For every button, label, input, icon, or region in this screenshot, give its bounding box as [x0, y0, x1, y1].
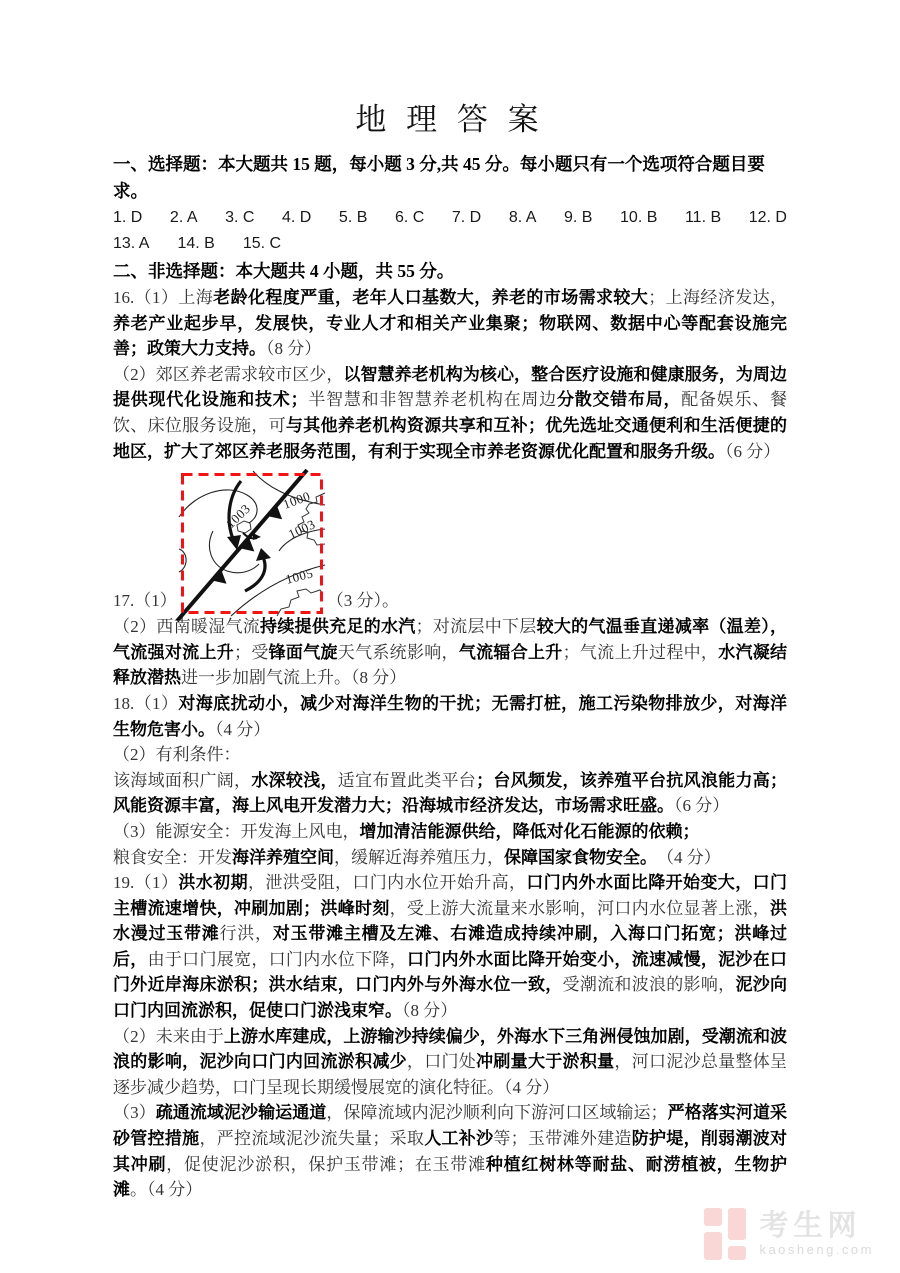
- choice-answer: 3. C: [225, 209, 255, 226]
- answer-text-segment: （2）郊区养老需求较市区少，: [113, 364, 344, 384]
- kaosheng-watermark: [704, 1208, 874, 1260]
- page-title: 地 理 答 案: [355, 102, 545, 137]
- answer-text-segment: 半智慧和非智慧养老机构在周边: [307, 390, 557, 410]
- answer-text-segment: 严格落实河道采砂管控措施: [113, 1103, 788, 1149]
- choice-answer: 4. D: [282, 209, 312, 226]
- watermark-site-name: 考生网: [759, 1210, 862, 1242]
- answer-text-segment: 气流辐合上升: [458, 642, 563, 662]
- choice-answer: 2. A: [169, 209, 198, 226]
- answer-17-1-prefix: 17.（1）: [113, 591, 177, 611]
- choice-answer: 6. C: [394, 209, 425, 226]
- answer-text-segment: （8 分）: [266, 339, 322, 359]
- isobar-label-1003-left: 1003: [222, 501, 253, 532]
- answer-text-segment: （8 分）: [402, 1001, 458, 1021]
- answer-text-segment: ，严控流域泥沙流失量；采取: [199, 1129, 425, 1149]
- answer-text-segment: （6 分）: [674, 796, 730, 816]
- isobar-label-1005: 1005: [283, 565, 315, 588]
- answer-text-segment: 进一步加剧气流上升。（8 分）: [181, 668, 407, 688]
- section1-heading: 一、选择题：本大题共 15 题，每小题 3 分,共 45 分。每小题只有一个选项符合题目要求。: [113, 154, 765, 201]
- answer-text-segment: 水深较浅，: [251, 770, 338, 790]
- answer-text-segment: ，河口泥沙总量整体呈逐步减少趋势，口门呈现长期缓慢展宽的演化特征。（4 分）: [113, 1052, 788, 1097]
- answer-text-segment: 受潮流和波浪的影响，: [562, 975, 736, 995]
- answer-text-segment: ；上海经济发达，: [648, 288, 788, 307]
- kaosheng-watermark-text: [759, 1211, 874, 1257]
- answer-text-segment: 冲刷量大于淤积量: [476, 1052, 615, 1072]
- answer-text-segment: 分散交错布局，: [556, 390, 682, 410]
- answer-text-segment: 泥沙向口门内回流淤积，促使口门淤浅束窄。: [113, 975, 788, 1021]
- choice-answer: 10. B: [620, 209, 658, 226]
- answer-19-2: [113, 1024, 787, 1101]
- choice-answer: 1. D: [113, 209, 143, 226]
- choice-answer: 11. B: [684, 209, 722, 226]
- answer-text-segment: 洪水漫过玉带滩: [113, 898, 788, 944]
- answer-text-segment: （4 分）: [215, 719, 271, 739]
- choice-answer: 15. C: [242, 235, 282, 252]
- answer-text-segment: 锋面气旋: [268, 642, 338, 662]
- answer-text-segment: 防护堤，削弱潮波对其冲刷: [113, 1129, 788, 1174]
- answer-text-segment: 。（4 分）: [130, 1180, 203, 1200]
- answer-text-segment: 增加清洁能源供给，降低对化石能源的依赖；: [359, 821, 700, 841]
- answer-text-segment: ，受上游大流量来水影响，河口内水位显著上涨，: [389, 898, 771, 918]
- answer-text-segment: 粮食安全：开发: [113, 847, 232, 867]
- answer-text-segment: 配备娱乐、餐饮、床位服务设施，可: [113, 390, 788, 435]
- answer-text-segment: 口门内外水面比降开始变大，口门主槽流速增快，冲刷加剧；洪峰时刻: [113, 873, 788, 918]
- answer-text-segment: （6 分）: [725, 441, 781, 461]
- answer-text-segment: 养老产业起步早，发展快，专业人才和相关产业集聚；物联网、数据中心等配套设施完善；政策大力支持。: [113, 313, 787, 359]
- choice-answers-line1: [113, 205, 787, 231]
- answer-text-segment: 较大的气温垂直递减率（温差），气流强对流上升: [113, 617, 788, 662]
- answer-text-segment: （3）: [113, 1103, 156, 1123]
- choice-answer: 8. A: [508, 209, 537, 226]
- answer-text-segment: ；气流上升过程中，: [562, 642, 719, 662]
- answer-text-segment: 种植红树林等耐盐、耐涝植被，生物护滩: [113, 1154, 788, 1200]
- choice-answer: 7. D: [451, 209, 482, 226]
- answer-text-segment: 以智慧养老机构为核心，整合医疗设施和健康服务，为周边提供现代化设施和技术；: [113, 364, 788, 410]
- kaosheng-logo-icon: [704, 1208, 746, 1260]
- answer-text-segment: 人工补沙: [424, 1129, 494, 1149]
- answer-text-segment: 该海域面积广阔，: [113, 770, 252, 790]
- answer-text-segment: 适宜布置此类平台: [337, 770, 477, 790]
- answer-text-segment: （2）未来由于: [113, 1026, 224, 1046]
- answer-text-segment: （4 分）: [648, 847, 721, 867]
- answer-18-3-energy: [113, 819, 787, 845]
- answer-text-segment: ，促使泥沙淤积，保护玉带滩；在玉带滩: [166, 1154, 486, 1174]
- answer-text-segment: 口门内外水面比降开始变小，流速减慢，泥沙在口门外近岸海床淤积；洪水结束，口门内外与外海水位一致，: [113, 949, 788, 995]
- answer-text-segment: 对玉带滩主槽及左滩、右滩造成持续冲刷，入海口门拓宽；洪峰过后，: [113, 924, 788, 969]
- answer-18-3-food: [113, 845, 787, 871]
- answer-text-segment: 对海底扰动小，减少对海洋生物的干扰；无需打桩，施工污染物排放少，对海洋生物危害小。: [113, 693, 788, 739]
- choice-answer: 5. B: [338, 209, 368, 226]
- choice-answer: 9. B: [563, 209, 593, 226]
- answer-text-segment: ，泄洪受阻，口门内水位开始升高，: [247, 873, 527, 893]
- answer-text-segment: 16.（1）上海: [113, 288, 214, 307]
- weather-map-figure: [181, 473, 323, 614]
- answer-text-segment: ，缓解近海养殖压力，: [334, 847, 504, 867]
- answer-text-segment: 天气系统影响，: [337, 642, 459, 662]
- answer-text-segment: （3）能源安全：开发海上风电，: [113, 821, 360, 841]
- answer-text-segment: ；台风频发，该养殖平台抗风浪能力高；风能资源丰富，海上风电开发潜力大；沿海城市经济发达，市场需求旺盛。: [113, 770, 788, 816]
- section2-heading: 二、非选择题：本大题共 4 小题，共 55 分。: [113, 261, 455, 281]
- answer-18-2-intro: [113, 742, 787, 768]
- watermark-site-domain: kaosheng.com: [759, 1242, 874, 1257]
- answer-text-segment: 老龄化程度严重，老年人口基数大，养老的市场需求较大: [213, 288, 649, 307]
- answer-16-1: [113, 285, 787, 362]
- answer-text-segment: ；对流层中下层: [415, 617, 537, 637]
- answer-text-segment: 上游水库建成，上游输沙持续偏少，外海水下三角洲侵蚀加剧，受潮流和波浪的影响，泥沙向口门内回流淤积减少: [113, 1026, 788, 1072]
- choice-answer: 12. D: [748, 209, 787, 226]
- answer-17-1: [113, 473, 787, 614]
- isobar-label-1003-right: 1003: [285, 516, 318, 542]
- answer-text-segment: （2）西南暖湿气流: [113, 617, 261, 637]
- answer-text-segment: 水汽凝结释放潜热: [113, 642, 788, 688]
- choice-answers-line2: [113, 231, 787, 257]
- answer-text-segment: ；受: [234, 642, 269, 662]
- answer-18-1: [113, 691, 787, 742]
- answer-text-segment: 保障国家食物安全。: [504, 847, 649, 867]
- answer-16-2: [113, 362, 787, 464]
- answer-text-segment: ，保障流域内泥沙顺利向下游河口区域输运；: [326, 1103, 668, 1123]
- isobar-label-1000: 1000: [280, 488, 313, 512]
- answer-text-segment: 19.（1）: [113, 873, 179, 893]
- answer-text-segment: 18.（1）: [113, 693, 179, 713]
- answer-18-2: [113, 768, 787, 819]
- answer-text-segment: 洪水初期: [178, 873, 248, 893]
- answer-text-segment: 海洋养殖空间: [232, 847, 334, 867]
- answer-17-1-suffix: （3 分）。: [326, 591, 399, 611]
- answer-text-segment: 疏通流域泥沙输运通道: [155, 1103, 327, 1123]
- answer-19-1: [113, 870, 787, 1024]
- answer-text-segment: 持续提供充足的水汽: [260, 617, 416, 637]
- answer-text-segment: （2）有利条件：: [113, 745, 241, 765]
- choice-answer: 14. B: [177, 235, 215, 252]
- answer-19-3: [113, 1100, 787, 1202]
- answer-17-2: [113, 614, 787, 691]
- choice-answer: 13. A: [113, 235, 150, 252]
- answer-text-segment: 等；玉带滩外建造: [493, 1129, 632, 1149]
- answer-text-segment: 与其他养老机构资源共享和互补；优先选址交通便利和生活便捷的地区，扩大了郊区养老服务范围，有利于实现全市养老资源优化配置和服务升级。: [113, 415, 788, 461]
- answer-text-segment: 行洪，: [219, 924, 273, 944]
- answer-text-segment: ，口门处: [406, 1052, 477, 1072]
- answer-text-segment: 由于口门展宽，口门内水位下降，: [147, 949, 407, 969]
